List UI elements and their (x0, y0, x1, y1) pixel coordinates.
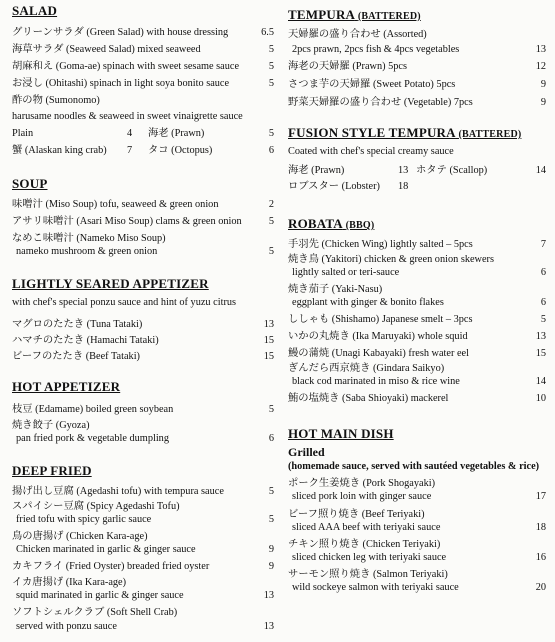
menu-item (288, 363, 546, 375)
section-title: SALAD (12, 3, 58, 18)
item-price: 5 (268, 246, 274, 257)
menu-item-desc (288, 552, 546, 564)
menu-subitem-row (288, 181, 546, 193)
menu-subitem-row (12, 128, 274, 140)
item-name: タコ (Octopus) (148, 145, 213, 156)
item-price: 5 (540, 314, 546, 325)
item-price: 6 (268, 145, 274, 156)
item-name: ビーフのたたき (Beef Tataki) (12, 351, 140, 362)
item-desc: Chicken marinated in garlic & ginger sauce (16, 544, 196, 555)
menu-item (12, 404, 274, 416)
item-name: 野菜天婦羅の盛り合わせ (Vegetable) 7pcs (288, 97, 473, 108)
item-name: 蟹 (Alaskan king crab) (12, 145, 107, 156)
menu-item (288, 314, 546, 326)
item-name: ししゃも (Shishamo) Japanese smelt – 3pcs (288, 314, 473, 325)
grilled-desc: (homemade sauce, served with sautéed vegetables & rice) (288, 461, 540, 472)
section-title: HOT APPETIZER (12, 379, 121, 394)
menu-item-desc (288, 376, 546, 388)
section-title: LIGHTLY SEARED APPETIZER (12, 276, 209, 291)
menu-item (288, 509, 546, 521)
item-desc: pan fried pork & vegetable dumpling (16, 433, 169, 444)
item-desc: lightly salted or teri-sauce (292, 267, 400, 278)
fusion-tempura-section (288, 126, 546, 194)
section-subtitle: (BBQ) (345, 220, 375, 231)
section-desc (12, 297, 274, 309)
menu-item (288, 393, 546, 405)
item-name: グリーンサラダ (Green Salad) with house dressing (12, 27, 229, 38)
item-name: 焼き餃子 (Gyoza) (12, 420, 90, 431)
menu-item-desc (288, 267, 546, 279)
section-title: SOUP (12, 176, 48, 191)
item-price: 20 (535, 582, 546, 593)
item-desc: served with ponzu sauce (16, 621, 117, 632)
item-desc: harusame noodles & seaweed in sweet vinaigrette sauce (12, 111, 243, 122)
salad-section (12, 4, 274, 154)
item-price: 13 (263, 590, 274, 601)
item-price: 5 (268, 486, 274, 497)
item-price: 16 (535, 552, 546, 563)
item-desc: nameko mushroom & green onion (16, 246, 158, 257)
item-name: カキフライ (Fried Oyster) breaded fried oyster (12, 561, 210, 572)
item-name: 鳥の唐揚げ (Chicken Kara-age) (12, 531, 148, 542)
section-description: Coated with chef's special creamy sauce (288, 146, 454, 157)
menu-item (12, 216, 274, 228)
item-price: 5 (268, 44, 274, 55)
soup-section (12, 177, 274, 262)
menu-item (12, 501, 274, 513)
menu-item (12, 531, 274, 543)
menu-item-desc (12, 246, 274, 258)
menu-item (288, 569, 546, 581)
menu-item (12, 44, 274, 56)
item-price: 10 (535, 393, 546, 404)
menu-item-desc (12, 433, 274, 445)
menu-item (12, 335, 274, 347)
item-name: ソフトシェルクラブ (Soft Shell Crab) (12, 607, 178, 618)
robata-section (288, 217, 546, 407)
item-price: 5 (268, 216, 274, 227)
item-price: 13 (263, 319, 274, 330)
item-name: 鰻の蒲焼 (Unagi Kabayaki) fresh water eel (288, 348, 469, 359)
menu-item (12, 61, 274, 73)
item-price: 9 (540, 97, 546, 108)
menu-item (288, 97, 546, 109)
item-price: 4 (127, 128, 133, 139)
item-price: 14 (535, 376, 546, 387)
item-name: マグロのたたき (Tuna Tataki) (12, 319, 143, 330)
menu-item (288, 29, 546, 41)
section-title-text: TEMPURA (288, 7, 355, 22)
lightly-seared-section (12, 277, 274, 362)
menu-item-desc (12, 544, 274, 556)
grilled-label: Grilled (288, 445, 325, 459)
item-desc: squid marinated in garlic & ginger sauce (16, 590, 184, 601)
section-title: DEEP FRIED (12, 463, 92, 478)
item-name: ビーフ照り焼き (Beef Teriyaki) (288, 509, 425, 520)
item-price: 5 (268, 61, 274, 72)
tempura-section (288, 8, 546, 108)
item-price: 2 (268, 199, 274, 210)
item-name: なめこ味噌汁 (Nameko Miso Soup) (12, 233, 166, 244)
menu-item (288, 284, 546, 296)
section-title: HOT MAIN DISH (288, 426, 394, 441)
item-price: 13 (263, 621, 274, 632)
item-desc: fried tofu with spicy garlic sauce (16, 514, 152, 525)
hot-main-section (288, 427, 546, 597)
menu-item-desc (12, 514, 274, 526)
item-name: イカ唐揚げ (Ika Kara-age) (12, 577, 127, 588)
item-name: ロブスター (Lobster) (288, 181, 380, 192)
menu-item (288, 478, 546, 490)
menu-item (12, 199, 274, 211)
section-title (288, 217, 546, 232)
menu-item (12, 27, 274, 39)
section-subtitle: (BATTERED) (458, 129, 522, 140)
section-description: with chef's special ponzu sauce and hint of yuzu citrus (12, 297, 237, 308)
item-name: チキン照り焼き (Chicken Teriyaki) (288, 539, 441, 550)
item-price: 7 (540, 239, 546, 250)
menu-item-desc (288, 582, 546, 594)
item-name: ハマチのたたき (Hamachi Tataki) (12, 335, 159, 346)
item-name: 枝豆 (Edamame) boiled green soybean (12, 404, 174, 415)
item-name: さつま芋の天婦羅 (Sweet Potato) 5pcs (288, 79, 456, 90)
item-price: 5 (268, 128, 274, 139)
item-price: 5 (268, 514, 274, 525)
item-price: 15 (535, 348, 546, 359)
item-desc: sliced chicken leg with teriyaki sauce (292, 552, 447, 563)
menu-subitem-row (12, 145, 274, 157)
menu-item-desc (12, 590, 274, 602)
item-price: 5 (268, 404, 274, 415)
item-price: 9 (268, 561, 274, 572)
item-name: 焼き鳥 (Yakitori) chicken & green onion skewers (288, 254, 494, 265)
menu-item (12, 351, 274, 363)
section-title (288, 8, 546, 23)
item-price: 6 (268, 433, 274, 444)
menu-item (12, 233, 274, 245)
menu-item-desc (12, 621, 274, 633)
item-name: 海草サラダ (Seaweed Salad) mixed seaweed (12, 44, 201, 55)
menu-item (12, 95, 274, 107)
deep-fried-section (12, 464, 274, 639)
section-subtitle: (BATTERED) (357, 11, 421, 22)
item-price: 5 (268, 78, 274, 89)
item-desc: black cod marinated in miso & rice wine (292, 376, 460, 387)
item-name: ホタテ (Scallop) (416, 165, 488, 176)
menu-item (12, 319, 274, 331)
menu-item (12, 486, 274, 498)
hot-appetizer-section (12, 380, 274, 445)
menu-item (12, 78, 274, 90)
section-title (288, 126, 546, 141)
item-name: ポーク生姜焼き (Pork Shogayaki) (288, 478, 436, 489)
item-price: 18 (398, 181, 409, 192)
section-desc (288, 146, 546, 158)
subsection-title (288, 445, 546, 459)
item-price: 17 (535, 491, 546, 502)
item-name: 焼き茄子 (Yaki-Nasu) (288, 284, 383, 295)
menu-item (288, 539, 546, 551)
item-name: アサリ味噌汁 (Asari Miso Soup) clams & green onion (12, 216, 242, 227)
item-name: 手羽先 (Chicken Wing) lightly salted – 5pcs (288, 239, 473, 250)
menu-item (12, 420, 274, 432)
item-price: 13 (398, 165, 409, 176)
item-price: 15 (263, 351, 274, 362)
menu-subitem-row (288, 165, 546, 177)
menu-item (288, 254, 546, 266)
item-desc: wild sockeye salmon with teriyaki sauce (292, 582, 459, 593)
item-price: 13 (535, 44, 546, 55)
item-name: 天婦羅の盛り合わせ (Assorted) (288, 29, 427, 40)
item-price: 15 (263, 335, 274, 346)
item-price: 18 (535, 522, 546, 533)
item-desc: sliced pork loin with ginger sauce (292, 491, 432, 502)
item-name: 胡麻和え (Goma-ae) spinach with sweet sesame sauce (12, 61, 240, 72)
item-name: ぎんだら西京焼き (Gindara Saikyo) (288, 363, 445, 374)
item-price: 6 (540, 267, 546, 278)
menu-item-desc (288, 297, 546, 309)
item-price: 7 (127, 145, 133, 156)
item-name: 鮪の塩焼き (Saba Shioyaki) mackerel (288, 393, 449, 404)
item-name: 揚げ出し豆腐 (Agedashi tofu) with tempura sauce (12, 486, 224, 497)
menu-item-desc (12, 111, 274, 123)
item-price: 12 (535, 61, 546, 72)
item-name: 海老 (Prawn) (148, 128, 205, 139)
item-name: 海老の天婦羅 (Prawn) 5pcs (288, 61, 407, 72)
item-price: 14 (535, 165, 546, 176)
menu-item-desc (288, 491, 546, 503)
item-desc: 2pcs prawn, 2pcs fish & 4pcs vegetables (292, 44, 460, 55)
item-name: スパイシー豆腐 (Spicy Agedashi Tofu) (12, 501, 180, 512)
menu-item (288, 331, 546, 343)
menu-item (12, 577, 274, 589)
item-price: 9 (540, 79, 546, 90)
menu-item (12, 607, 274, 619)
menu-item (288, 61, 546, 73)
item-name: Plain (12, 128, 34, 139)
item-name: 酢の物 (Sumonomo) (12, 95, 100, 106)
section-title-text: FUSION STYLE TEMPURA (288, 125, 456, 140)
item-name: 海老 (Prawn) (288, 165, 345, 176)
menu-item (12, 561, 274, 573)
item-price: 13 (535, 331, 546, 342)
item-desc: eggplant with ginger & bonito flakes (292, 297, 444, 308)
menu-item-desc (288, 522, 546, 534)
item-name: サーモン照り焼き (Salmon Teriyaki) (288, 569, 448, 580)
menu-item (288, 348, 546, 360)
subsection-desc (288, 461, 546, 473)
menu-item-desc (288, 44, 546, 56)
item-price: 6 (540, 297, 546, 308)
item-name: いかの丸焼き (Ika Maruyaki) whole squid (288, 331, 468, 342)
menu-item (288, 79, 546, 91)
item-price: 6.5 (261, 27, 274, 38)
item-name: 味噌汁 (Miso Soup) tofu, seaweed & green onion (12, 199, 219, 210)
item-price: 9 (268, 544, 274, 555)
section-title-text: ROBATA (288, 216, 343, 231)
menu-item (288, 239, 546, 251)
item-name: お浸し (Ohitashi) spinach in light soya bonito sauce (12, 78, 230, 89)
item-desc: sliced AAA beef with teriyaki sauce (292, 522, 441, 533)
